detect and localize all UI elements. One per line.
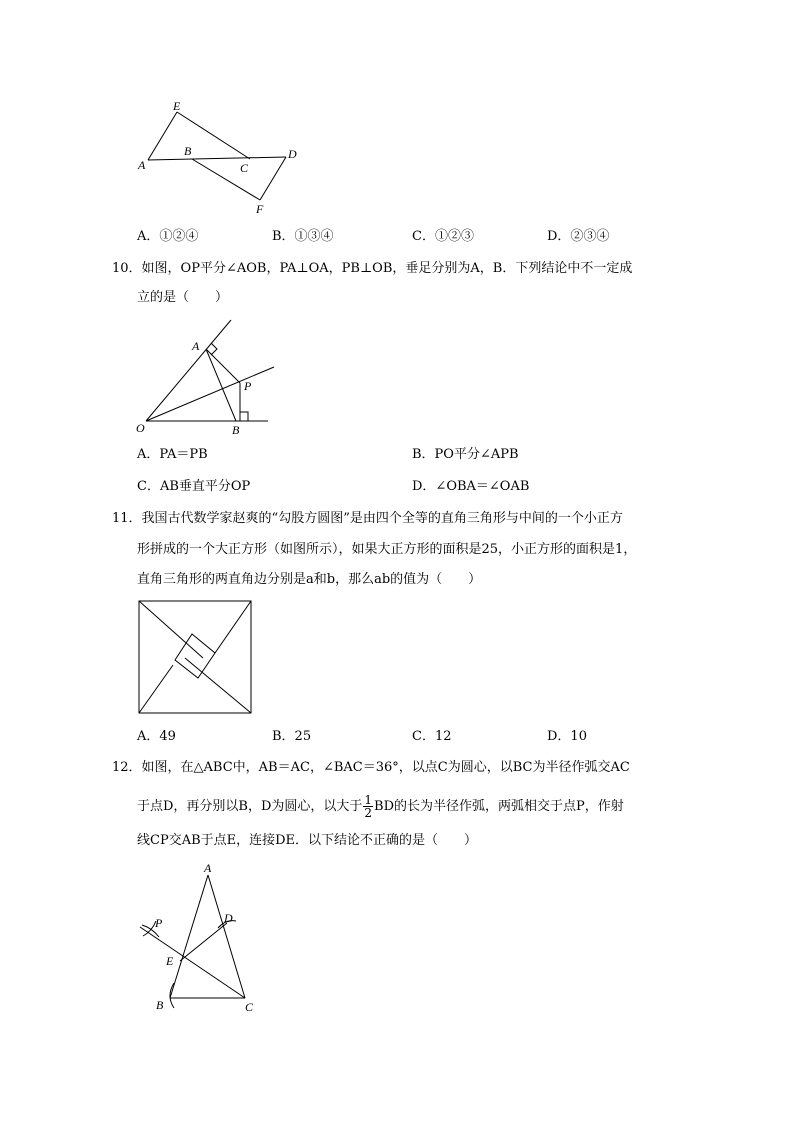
right-angle-mark-b [240,412,248,421]
q10-option-d[interactable]: D．∠OBA＝∠OAB [412,479,530,494]
q11-stem-line2: 形拼成的一个大正方形（如图所示），如果大正方形的面积是25，小正方形的面积是1， [137,542,637,557]
label-p: P [244,379,252,393]
q9-option-d[interactable]: D．②③④ [547,229,610,244]
label-b: B [156,998,164,1012]
label-f: F [256,202,264,216]
q10-stem-line2: 立的是（ ） [137,290,229,305]
label-e: E [173,99,181,113]
label-a: A [204,861,212,875]
label-a: A [192,339,200,353]
inner-square [175,634,215,678]
triangle-hypotenuse-4 [139,665,173,713]
q10-stem-line1: 10．如图，OP平分∠AOB，PA⊥OA，PB⊥OB，垂足分别为A，B．下列结论中不一定成 [112,261,633,276]
q11-option-c[interactable]: C．12 [412,729,452,744]
q12-stem-line3: 线CP交AB于点E，连接DE．以下结论不正确的是（ ） [137,833,478,848]
q11-option-a[interactable]: A．49 [137,729,176,744]
figure-q10 [130,315,280,440]
side-ac [208,875,245,998]
label-p: P [155,916,163,930]
q12-line2-text-before: 于点D，再分别以B，D为圆心，以大于 [137,799,363,814]
label-e: E [166,954,174,968]
q10-option-c[interactable]: C．AB垂直平分OP [137,479,251,494]
outer-square [139,601,251,713]
label-d: D [224,911,233,925]
label-o: O [136,421,145,435]
ray-oa [146,320,231,421]
fraction-denominator: 2 [364,806,373,820]
segment-bf [192,159,260,200]
label-c: C [245,1000,254,1014]
right-angle-mark-a [211,343,217,355]
label-c: C [240,161,249,175]
segment-pa [206,349,240,383]
segment-ea [148,112,177,160]
triangle-hypotenuse-1 [139,601,203,658]
q11-stem-line3: 直角三角形的两直角边分别是a和b，那么ab的值为（ ） [137,572,482,587]
figure-q9 [130,95,310,220]
ray-cp [140,927,245,998]
triangle-hypotenuse-2 [215,601,251,653]
q9-option-a[interactable]: A．①②④ [137,229,199,244]
label-b: B [184,144,192,158]
q12-line2-text-after: BD的长为半径作弧，两弧相交于点P，作射 [374,799,624,814]
q9-option-b[interactable]: B．①③④ [272,229,334,244]
triangle-hypotenuse-3 [185,658,251,713]
q10-option-b[interactable]: B．PO平分∠APB [412,447,519,462]
q12-stem-line1: 12．如图，在△ABC中，AB＝AC，∠BAC＝36°，以点C为圆心，以BC为半径作弧交AC [112,760,630,775]
label-a: A [138,158,146,172]
label-d: D [288,147,297,161]
figure-q12 [130,855,270,1020]
segment-df [260,157,286,200]
q12-stem-line2 [137,792,624,822]
q9-option-c[interactable]: C．①②③ [412,229,474,244]
q11-option-b[interactable]: B．25 [272,729,312,744]
fraction-numerator: 1 [364,793,373,807]
q10-option-a[interactable]: A．PA＝PB [137,447,208,462]
q11-option-d[interactable]: D．10 [547,729,587,744]
side-ab [170,875,208,998]
figure-q11-zhao-shuang-diagram [138,600,254,716]
segment-ad [148,157,286,160]
q11-stem-line1: 11．我国古代数学家赵爽的“勾股方圆图”是由四个全等的直角三角形与中间的一个小正方 [112,511,623,526]
label-b: B [232,423,240,437]
one-half-fraction [363,794,373,819]
ray-op [146,367,274,421]
